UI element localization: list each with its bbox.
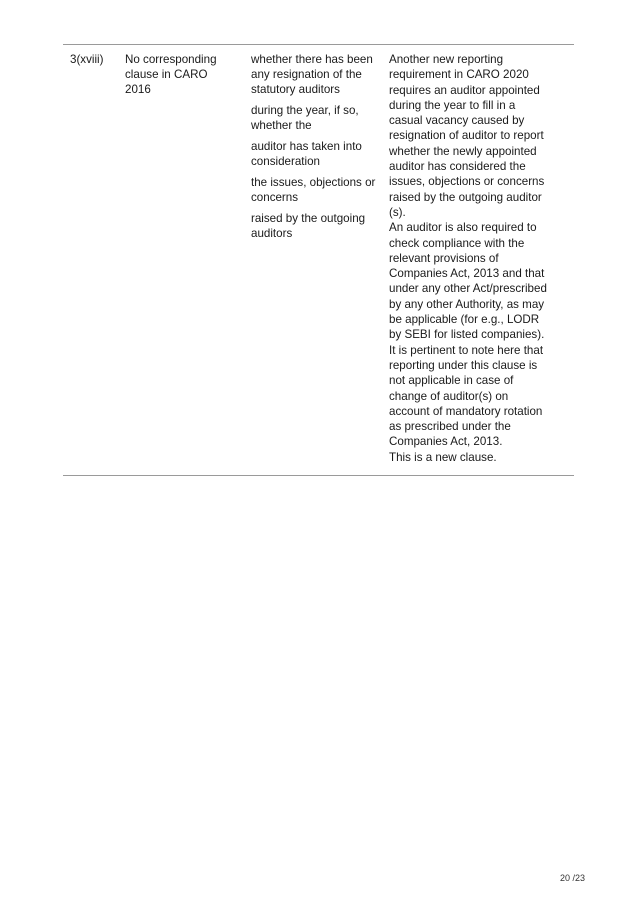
remarks-line: be applicable (for e.g., LODR bbox=[389, 313, 540, 327]
remarks-line: requires an auditor appointed bbox=[389, 83, 540, 97]
remarks-line: during the year to fill in a bbox=[389, 98, 516, 112]
caro-2020-cell bbox=[251, 52, 379, 247]
remarks-cell bbox=[389, 52, 574, 465]
caro-2016-line: No corresponding bbox=[125, 53, 217, 66]
remarks-line: auditor has considered the bbox=[389, 160, 526, 174]
remarks-line: by any other Authority, as may bbox=[389, 297, 545, 311]
remarks-line: This is a new clause. bbox=[389, 450, 497, 464]
table-bottom-rule bbox=[63, 475, 574, 476]
remarks-line: as prescribed under the bbox=[389, 420, 511, 434]
table-top-rule bbox=[63, 44, 574, 45]
remarks-line: requirement in CARO 2020 bbox=[389, 68, 529, 82]
page-number: 20 /23 bbox=[560, 873, 586, 883]
remarks-line: whether the newly appointed bbox=[389, 144, 537, 158]
remarks-line: Companies Act, 2013 and that bbox=[389, 267, 545, 281]
caro-2016-cell bbox=[125, 52, 235, 97]
remarks-line: by SEBI for listed companies). bbox=[389, 328, 545, 342]
remarks-line: reporting under this clause is bbox=[389, 358, 538, 372]
clause-number: 3(xviii) bbox=[70, 53, 104, 66]
remarks-line: raised by the outgoing auditor bbox=[389, 190, 542, 204]
remarks-line: Companies Act, 2013. bbox=[389, 435, 503, 449]
remarks-line: An auditor is also required to bbox=[389, 221, 537, 235]
remarks-line: check compliance with the bbox=[389, 236, 525, 250]
remarks-line: issues, objections or concerns bbox=[389, 175, 545, 189]
remarks-line: It is pertinent to note here that bbox=[389, 343, 544, 357]
caro-2020-paragraph: raised by the outgoing auditors bbox=[251, 212, 366, 240]
remarks-line: resignation of auditor to report bbox=[389, 129, 544, 143]
remarks-line: account of mandatory rotation bbox=[389, 404, 543, 418]
remarks-line: casual vacancy caused by bbox=[389, 114, 525, 128]
clause-number-cell bbox=[70, 52, 120, 67]
remarks-line: (s). bbox=[389, 205, 406, 219]
caro-2020-paragraph: auditor has taken into consideration bbox=[251, 140, 362, 168]
remarks-line: relevant provisions of bbox=[389, 251, 499, 265]
caro-2020-paragraph: whether there has been any resignation of the statutory auditors bbox=[251, 53, 373, 96]
caro-2016-line: 2016 bbox=[125, 83, 151, 96]
caro-2016-line: clause in CARO bbox=[125, 68, 208, 81]
remarks-line: Another new reporting bbox=[389, 53, 504, 66]
remarks-line: not applicable in case of bbox=[389, 374, 514, 388]
caro-2020-paragraph: the issues, objections or concerns bbox=[251, 176, 376, 204]
remarks-line: change of auditor(s) on bbox=[389, 389, 509, 403]
caro-2020-paragraph: during the year, if so, whether the bbox=[251, 104, 359, 132]
remarks-line: under any other Act/prescribed bbox=[389, 282, 547, 296]
